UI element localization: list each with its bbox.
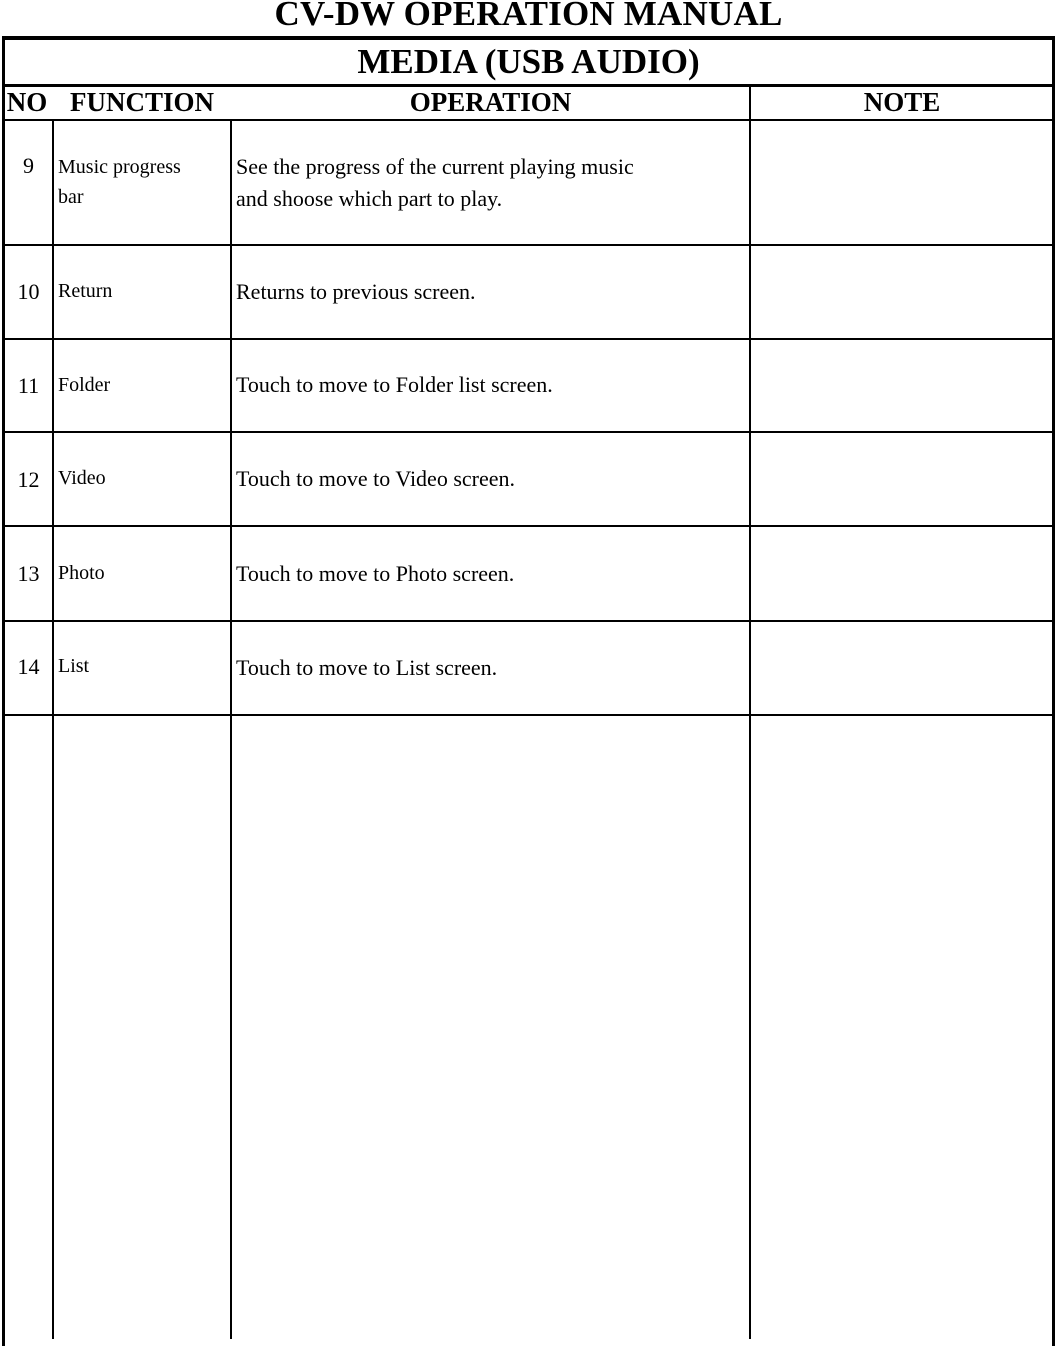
function-cell: Video [58, 467, 106, 489]
table-row [0, 340, 1057, 431]
header-no: NO [6, 87, 48, 117]
table-row [0, 622, 1057, 714]
table-row [0, 433, 1057, 525]
header-note: NOTE [863, 87, 941, 117]
operation-cell: Returns to previous screen. [236, 279, 476, 304]
document-title: CV-DW OPERATION MANUAL [274, 0, 783, 33]
function-cell: Folder [58, 374, 111, 396]
row-number: 12 [17, 467, 40, 492]
function-cell: Music progress bar [58, 156, 181, 208]
function-cell: List [58, 655, 90, 677]
table-row [0, 527, 1057, 620]
operation-cell: Touch to move to Video screen. [236, 466, 515, 491]
operation-cell: See the progress of the current playing music and shoose which part to play. [236, 154, 634, 211]
row-number: 9 [23, 153, 34, 178]
function-cell: Photo [58, 562, 105, 584]
function-cell: Return [58, 280, 113, 302]
row-number: 10 [17, 279, 40, 304]
row-number: 14 [17, 654, 40, 679]
table-row [0, 246, 1057, 338]
header-function: FUNCTION [69, 87, 214, 117]
operation-cell: Touch to move to List screen. [236, 655, 498, 680]
row-divider [2, 714, 1055, 716]
table-row [0, 121, 1057, 244]
row-number: 11 [17, 373, 40, 398]
operation-cell: Touch to move to Photo screen. [236, 561, 515, 586]
row-number: 13 [17, 561, 40, 586]
operation-cell: Touch to move to Folder list screen. [236, 372, 553, 397]
header-operation: OPERATION [409, 87, 572, 117]
section-title: MEDIA (USB AUDIO) [357, 42, 700, 81]
